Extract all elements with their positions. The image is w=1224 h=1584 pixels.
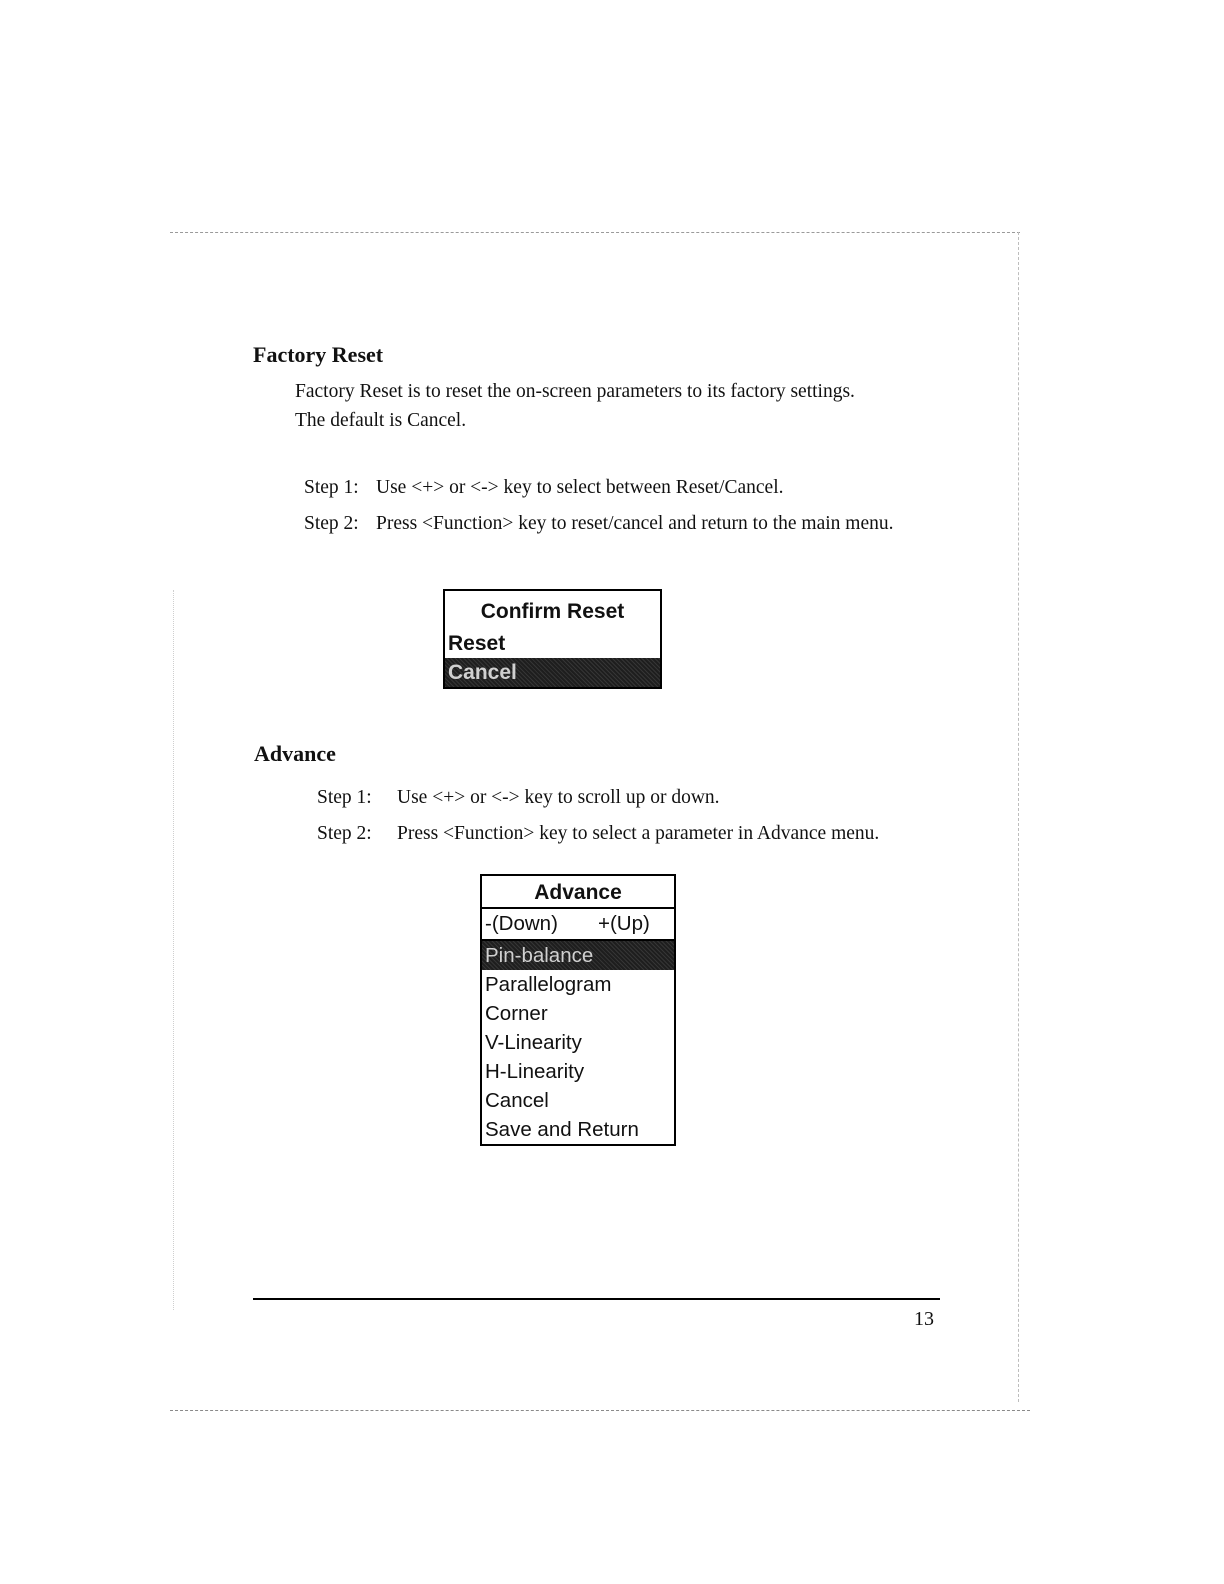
reset-option[interactable]: Reset bbox=[448, 632, 506, 655]
advance-menu-direction-hints bbox=[482, 909, 674, 941]
step-text: Use <+> or <-> key to select between Reset/Cancel. bbox=[376, 477, 784, 498]
scan-border-top bbox=[170, 232, 1020, 233]
menu-item-corner[interactable]: Corner bbox=[485, 1002, 548, 1025]
scan-border-left bbox=[173, 590, 174, 1310]
menu-item-pin-balance-selected[interactable]: Pin-balance bbox=[482, 941, 674, 970]
advance-menu bbox=[480, 874, 676, 1146]
step-text: Press <Function> key to select a parameter in Advance menu. bbox=[397, 823, 880, 844]
menu-item-parallelogram[interactable]: Parallelogram bbox=[485, 973, 612, 996]
page-number: 13 bbox=[914, 1308, 934, 1330]
step-label: Step 2: bbox=[304, 513, 359, 534]
step-text: Use <+> or <-> key to scroll up or down. bbox=[397, 787, 720, 808]
factory-reset-intro bbox=[295, 377, 955, 435]
factory-reset-intro-line1: Factory Reset is to reset the on-screen parameters to its factory settings. bbox=[295, 381, 855, 402]
menu-item-h-linearity[interactable]: H-Linearity bbox=[485, 1060, 585, 1083]
confirm-reset-menu bbox=[443, 589, 662, 689]
up-hint: +(Up) bbox=[598, 912, 650, 935]
cancel-option-selected[interactable]: Cancel bbox=[445, 658, 660, 687]
scan-border-right bbox=[1018, 232, 1019, 1402]
confirm-reset-title: Confirm Reset bbox=[480, 600, 625, 623]
scan-border-bottom bbox=[170, 1410, 1030, 1411]
advance-heading: Advance bbox=[254, 741, 336, 766]
menu-item-cancel[interactable]: Cancel bbox=[485, 1089, 549, 1112]
step-label: Step 1: bbox=[317, 787, 372, 808]
menu-item-v-linearity[interactable]: V-Linearity bbox=[485, 1031, 582, 1054]
menu-item-save-and-return[interactable]: Save and Return bbox=[485, 1118, 639, 1141]
factory-reset-intro-line2: The default is Cancel. bbox=[295, 410, 467, 431]
step-label: Step 2: bbox=[317, 823, 372, 844]
step-label: Step 1: bbox=[304, 477, 359, 498]
down-hint: -(Down) bbox=[485, 912, 558, 935]
step-text: Press <Function> key to reset/cancel and return to the main menu. bbox=[376, 513, 894, 534]
factory-reset-heading: Factory Reset bbox=[253, 342, 384, 367]
footer-rule bbox=[253, 1298, 940, 1300]
advance-menu-title: Advance bbox=[482, 876, 674, 909]
